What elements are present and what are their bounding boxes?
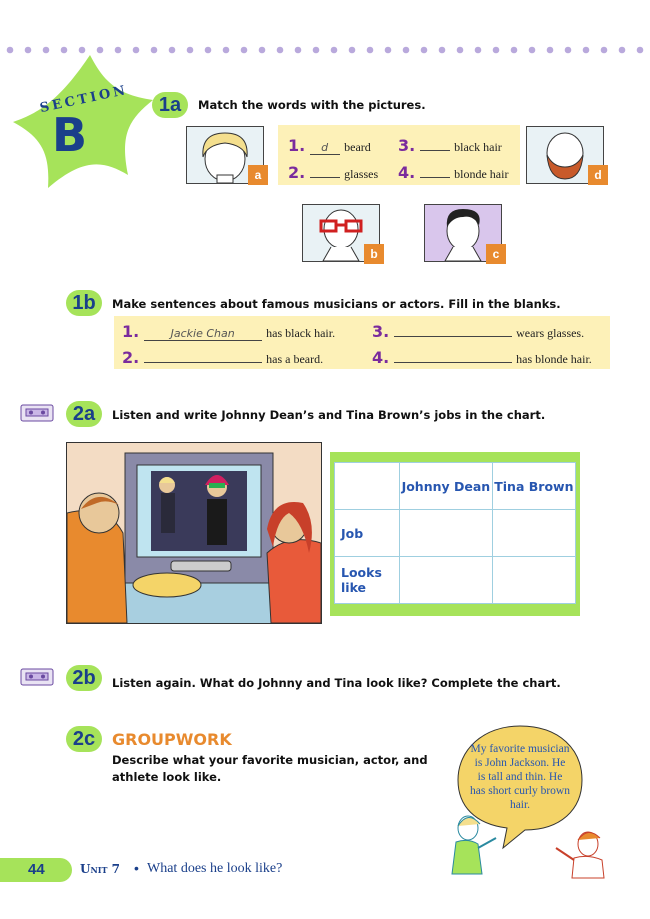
item-1a-1 — [288, 136, 371, 156]
jobs-chart — [334, 462, 576, 604]
item-text: has blonde hair. — [516, 352, 592, 366]
item-text: wears glasses. — [516, 326, 585, 340]
item-1b-4 — [372, 348, 592, 368]
chart-cell-tina-looks[interactable] — [492, 557, 575, 604]
cassette-icon[interactable] — [20, 404, 54, 422]
exercise-2b-instruction: Listen again. What do Johnny and Tina look like? Complete the chart. — [112, 676, 561, 690]
item-text: glasses — [344, 167, 379, 181]
exercise-2a-instruction: Listen and write Johnny Dean’s and Tina Brown’s jobs in the chart. — [112, 408, 546, 422]
exercise-1a-instruction: Match the words with the pictures. — [198, 98, 426, 112]
item-1a-2 — [288, 163, 378, 183]
item-number: 3. — [398, 136, 416, 155]
exercise-2b-badge: 2b — [66, 665, 102, 691]
picture-d-label: d — [588, 165, 608, 185]
cassette-icon[interactable] — [20, 668, 54, 686]
answer-blank[interactable] — [420, 177, 450, 178]
picture-b-label: b — [364, 244, 384, 264]
item-1b-1 — [122, 322, 335, 342]
answer-blank[interactable] — [394, 362, 512, 363]
chart-header-tina-brown: Tina Brown — [492, 463, 575, 510]
item-number: 1. — [288, 136, 306, 155]
footer-unit: Unit 7 — [80, 862, 120, 876]
item-text: blonde hair — [454, 167, 509, 181]
tv-illustration — [66, 442, 322, 624]
chart-row-job: Job — [335, 510, 400, 557]
answer-blank[interactable] — [144, 362, 262, 363]
item-text: black hair — [454, 140, 502, 154]
exercise-2c-instruction: Describe what your favorite musician, actor, and athlete look like. — [112, 753, 428, 784]
footer-bullet: • — [134, 860, 139, 876]
page-number: 44 — [28, 861, 45, 878]
item-number: 1. — [122, 322, 140, 341]
answer-blank[interactable] — [420, 150, 450, 151]
chart-cell-johnny-job[interactable] — [400, 510, 493, 557]
item-number: 4. — [398, 163, 416, 182]
exercise-1a-badge: 1a — [152, 92, 188, 118]
item-number: 2. — [288, 163, 306, 182]
item-text: has a beard. — [266, 352, 324, 366]
item-1b-3 — [372, 322, 584, 342]
exercise-1b-badge: 1b — [66, 290, 102, 316]
groupwork-title: GROUPWORK — [112, 730, 232, 749]
item-text: has black hair. — [266, 326, 336, 340]
chart-row-looks-like: Looks like — [335, 557, 400, 604]
exercise-2a-badge: 2a — [66, 401, 102, 427]
item-1a-4 — [398, 163, 508, 183]
footer-title: What does he look like? — [147, 861, 283, 876]
chart-header-johnny-dean: Johnny Dean — [400, 463, 493, 510]
answer-blank[interactable]: d — [310, 141, 340, 155]
section-letter: B — [52, 108, 88, 162]
answer-blank[interactable]: Jackie Chan — [144, 327, 262, 341]
chart-cell-johnny-looks[interactable] — [400, 557, 493, 604]
chart-cell-tina-job[interactable] — [492, 510, 575, 557]
item-1b-2 — [122, 348, 323, 368]
item-number: 2. — [122, 348, 140, 367]
section-word: SECTION — [38, 82, 130, 117]
answer-blank[interactable] — [394, 336, 512, 337]
item-1a-3 — [398, 136, 502, 156]
item-text: beard — [344, 140, 371, 154]
exercise-2c-badge: 2c — [66, 726, 102, 752]
answer-blank[interactable] — [310, 177, 340, 178]
item-number: 4. — [372, 348, 390, 367]
chart-corner-cell — [335, 463, 400, 510]
students-illustration — [438, 808, 614, 880]
item-number: 3. — [372, 322, 390, 341]
picture-a-label: a — [248, 165, 268, 185]
exercise-1b-instruction: Make sentences about famous musicians or actors. Fill in the blanks. — [112, 297, 561, 311]
speech-bubble-text: My favorite musician is John Jackson. He is tall and thin. He has short curly brown hair. — [470, 743, 570, 811]
picture-c-label: c — [486, 244, 506, 264]
